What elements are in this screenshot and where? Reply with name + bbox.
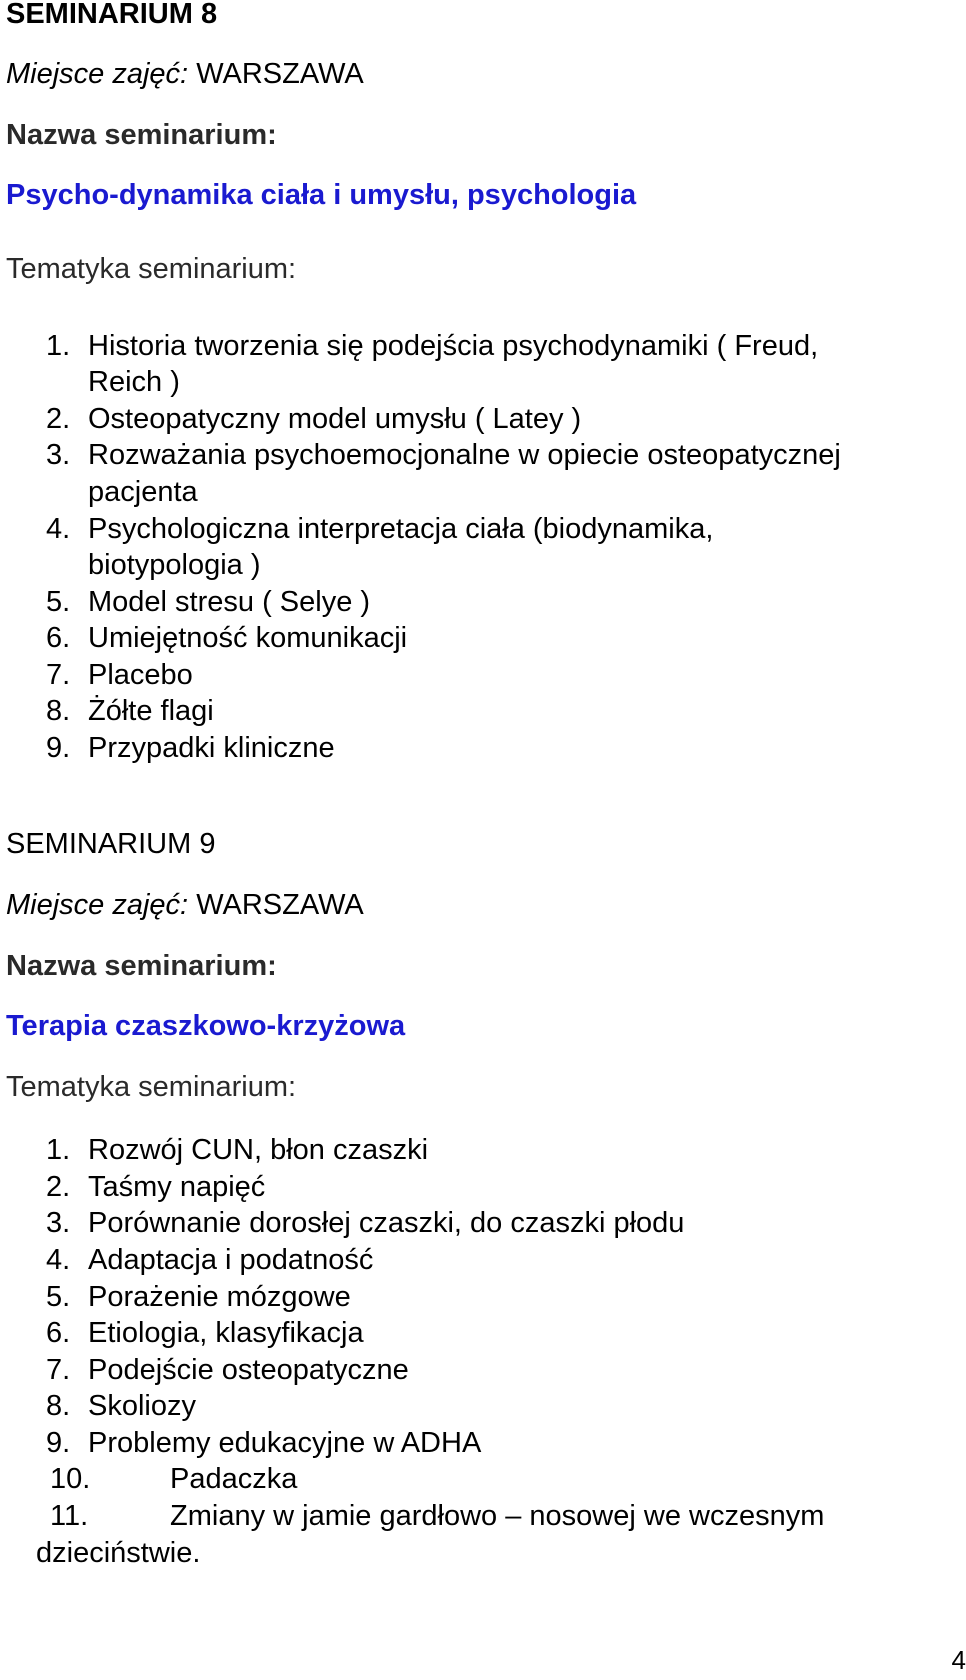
- list-item: Model stresu ( Selye ): [88, 586, 371, 618]
- list-item-number: 2.: [46, 403, 71, 435]
- list-item-number: 4.: [46, 513, 71, 545]
- list-item-number: 8.: [46, 1390, 71, 1422]
- list-item: Adaptacja i podatność: [88, 1244, 374, 1276]
- page-number: 4: [951, 1645, 966, 1675]
- list-item-number: 5.: [46, 586, 71, 618]
- list-item: Padaczka: [170, 1463, 298, 1495]
- seminar-9-name-label: Nazwa seminarium:: [6, 950, 277, 982]
- list-item: Taśmy napięć: [88, 1171, 266, 1203]
- seminar-8-topics-label: Tematyka seminarium:: [6, 253, 297, 285]
- list-item: Psychologiczna interpretacja ciała (biodynamika,: [88, 513, 714, 545]
- location-label: Miejsce zajęć:: [6, 889, 189, 921]
- seminar-9-name-value: Terapia czaszkowo-krzyżowa: [6, 1010, 406, 1042]
- list-item: Zmiany w jamie gardłowo – nosowej we wczesnym: [170, 1500, 825, 1532]
- seminar-8-name-label: Nazwa seminarium:: [6, 119, 277, 151]
- list-item-number: 5.: [46, 1281, 71, 1313]
- list-item-number: 1.: [46, 330, 71, 362]
- list-item: Placebo: [88, 659, 193, 691]
- list-item-continuation: dzieciństwie.: [36, 1537, 201, 1569]
- list-item: Historia tworzenia się podejścia psychodynamiki ( Freud,: [88, 330, 819, 362]
- location-value: WARSZAWA: [196, 58, 364, 90]
- seminar-9-location: [6, 887, 364, 923]
- list-item-number: 7.: [46, 659, 71, 691]
- list-item: Etiologia, klasyfikacja: [88, 1317, 364, 1349]
- list-item-number: 3.: [46, 1207, 71, 1239]
- list-item-number: 1.: [46, 1134, 71, 1166]
- list-item-continuation: Reich ): [88, 366, 180, 398]
- list-item-continuation: biotypologia ): [88, 549, 261, 581]
- list-item: Osteopatyczny model umysłu ( Latey ): [88, 403, 582, 435]
- location-label: Miejsce zajęć:: [6, 58, 189, 90]
- list-item-number: 6.: [46, 622, 71, 654]
- list-item: Umiejętność komunikacji: [88, 622, 408, 654]
- list-item-continuation: pacjenta: [88, 476, 198, 508]
- list-item-number: 8.: [46, 695, 71, 727]
- list-item: Przypadki kliniczne: [88, 732, 335, 764]
- list-item: Porażenie mózgowe: [88, 1281, 351, 1313]
- list-item: Problemy edukacyjne w ADHA: [88, 1427, 482, 1459]
- seminar-8-title: SEMINARIUM 8: [6, 0, 218, 30]
- list-item: Skoliozy: [88, 1390, 196, 1422]
- list-item: Rozważania psychoemocjonalne w opiecie osteopatycznej: [88, 439, 841, 471]
- list-item: Rozwój CUN, błon czaszki: [88, 1134, 429, 1166]
- seminar-9-title: SEMINARIUM 9: [6, 828, 216, 860]
- list-item: Żółte flagi: [88, 695, 214, 727]
- seminar-9-topics-label: Tematyka seminarium:: [6, 1071, 297, 1103]
- list-item-number: 10.: [50, 1463, 91, 1495]
- list-item: Podejście osteopatyczne: [88, 1354, 409, 1386]
- list-item-number: 3.: [46, 439, 71, 471]
- list-item-number: 6.: [46, 1317, 71, 1349]
- list-item-number: 7.: [46, 1354, 71, 1386]
- list-item-number: 4.: [46, 1244, 71, 1276]
- list-item-number: 9.: [46, 732, 71, 764]
- list-item-number: 11.: [50, 1500, 89, 1532]
- list-item-number: 2.: [46, 1171, 71, 1203]
- seminar-8-location: [6, 56, 364, 92]
- list-item: Porównanie dorosłej czaszki, do czaszki płodu: [88, 1207, 685, 1239]
- seminar-8-name-value: Psycho-dynamika ciała i umysłu, psychologia: [6, 179, 637, 211]
- list-item-number: 9.: [46, 1427, 71, 1459]
- location-value: WARSZAWA: [196, 889, 364, 921]
